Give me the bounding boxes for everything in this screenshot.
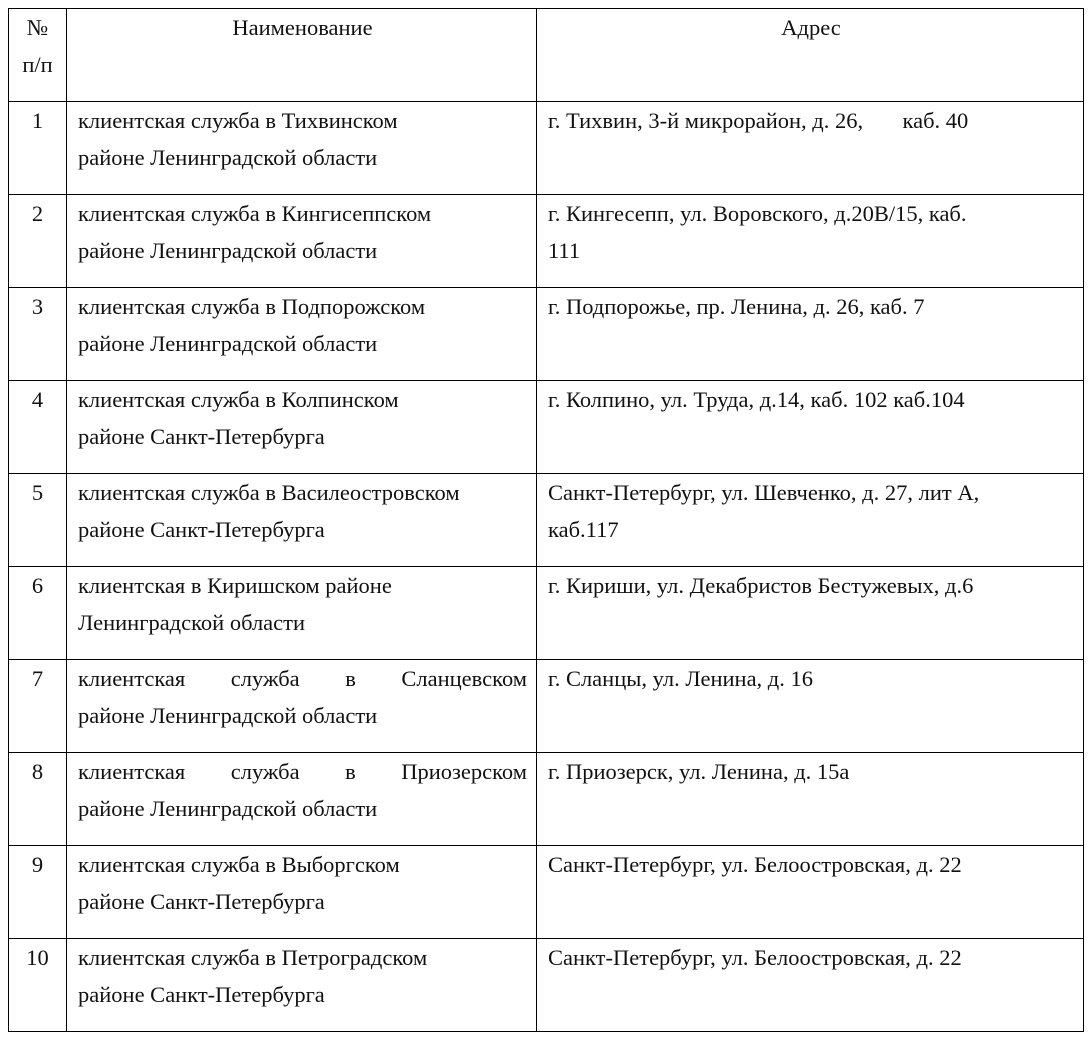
table-row bbox=[9, 846, 1084, 939]
row-num-cell bbox=[9, 195, 67, 288]
row-number: 2 bbox=[31, 201, 44, 226]
row-address-line: Санкт-Петербург, ул. Белоостровская, д. 22 bbox=[548, 852, 962, 877]
header-name-label: Наименование bbox=[232, 15, 373, 40]
row-name-line: клиентская служба в Сланцевском bbox=[78, 666, 527, 691]
row-address-line: г. Приозерск, ул. Ленина, д. 15а bbox=[548, 759, 850, 784]
row-address-line: 111 bbox=[548, 238, 581, 263]
row-name-cell bbox=[67, 474, 537, 567]
row-address-cell bbox=[537, 939, 1084, 1032]
client-services-table bbox=[8, 8, 1084, 1032]
table-row bbox=[9, 753, 1084, 846]
row-address-line: г. Тихвин, 3-й микрорайон, д. 26, каб. 40 bbox=[548, 108, 969, 133]
row-name-cell bbox=[67, 381, 537, 474]
row-num-cell bbox=[9, 474, 67, 567]
table-row bbox=[9, 195, 1084, 288]
row-num-cell bbox=[9, 288, 67, 381]
row-number: 3 bbox=[31, 294, 44, 319]
row-num-cell bbox=[9, 939, 67, 1032]
row-name-cell bbox=[67, 195, 537, 288]
row-name-line: Ленинградской области bbox=[78, 610, 306, 635]
row-address-line: г. Кингесепп, ул. Воровского, д.20В/15, каб. bbox=[548, 201, 967, 226]
table-row bbox=[9, 288, 1084, 381]
row-name-cell bbox=[67, 102, 537, 195]
row-name-cell bbox=[67, 567, 537, 660]
table-header-row bbox=[9, 9, 1084, 102]
row-name-cell bbox=[67, 939, 537, 1032]
row-address-line bbox=[548, 790, 1075, 827]
row-address-cell bbox=[537, 474, 1084, 567]
row-number: 4 bbox=[31, 387, 44, 412]
row-name-line: клиентская служба в Выборгском bbox=[78, 852, 400, 877]
row-address-cell bbox=[537, 381, 1084, 474]
row-address-line bbox=[548, 139, 1075, 176]
row-address-line bbox=[548, 604, 1075, 641]
header-num-label: п/п bbox=[22, 52, 53, 77]
row-name-cell bbox=[67, 846, 537, 939]
row-number: 8 bbox=[31, 759, 44, 784]
row-number: 9 bbox=[31, 852, 44, 877]
row-address-cell bbox=[537, 102, 1084, 195]
row-address-line: г. Колпино, ул. Труда, д.14, каб. 102 каб.104 bbox=[548, 387, 965, 412]
row-name-line: районе Ленинградской области bbox=[78, 331, 378, 356]
row-address-line: каб.117 bbox=[548, 517, 619, 542]
row-address-line: г. Кириши, ул. Декабристов Бестужевых, д.6 bbox=[548, 573, 974, 598]
row-name-line: районе Ленинградской области bbox=[78, 703, 378, 728]
table-row bbox=[9, 102, 1084, 195]
table-row bbox=[9, 381, 1084, 474]
table-row bbox=[9, 660, 1084, 753]
table-row bbox=[9, 939, 1084, 1032]
table-body bbox=[9, 9, 1084, 1032]
header-num-cell bbox=[9, 9, 67, 102]
row-address-cell bbox=[537, 288, 1084, 381]
row-number: 7 bbox=[31, 666, 44, 691]
row-num-cell bbox=[9, 753, 67, 846]
row-name-line: клиентская в Киришском районе bbox=[78, 573, 392, 598]
row-name-line: клиентская служба в Тихвинском bbox=[78, 108, 398, 133]
row-address-cell bbox=[537, 753, 1084, 846]
row-number: 6 bbox=[31, 573, 44, 598]
row-address-line: Санкт-Петербург, ул. Шевченко, д. 27, лит А, bbox=[548, 480, 980, 505]
header-address-cell bbox=[537, 9, 1084, 102]
row-address-line bbox=[548, 697, 1075, 734]
row-address-cell bbox=[537, 567, 1084, 660]
row-number: 1 bbox=[31, 108, 44, 133]
row-name-line: районе Ленинградской области bbox=[78, 796, 378, 821]
header-num-symbol: № bbox=[26, 15, 49, 40]
row-address-line bbox=[548, 325, 1075, 362]
table-row bbox=[9, 567, 1084, 660]
row-address-line bbox=[548, 883, 1075, 920]
row-address-line bbox=[548, 976, 1075, 1013]
row-name-cell bbox=[67, 753, 537, 846]
row-name-line: клиентская служба в Колпинском bbox=[78, 387, 399, 412]
row-name-cell bbox=[67, 660, 537, 753]
row-address-line: Санкт-Петербург, ул. Белоостровская, д. 22 bbox=[548, 945, 962, 970]
row-address-line bbox=[548, 418, 1075, 455]
row-name-line: районе Санкт-Петербурга bbox=[78, 517, 325, 542]
row-name-line: клиентская служба в Петроградском bbox=[78, 945, 428, 970]
row-address-cell bbox=[537, 846, 1084, 939]
row-name-line: клиентская служба в Подпорожском bbox=[78, 294, 426, 319]
row-name-line: клиентская служба в Василеостровском bbox=[78, 480, 460, 505]
row-number: 10 bbox=[26, 945, 49, 970]
header-address-label: Адрес bbox=[781, 15, 841, 40]
row-name-line: клиентская служба в Приозерском bbox=[78, 759, 527, 784]
row-name-line: районе Ленинградской области bbox=[78, 238, 378, 263]
row-number: 5 bbox=[31, 480, 44, 505]
row-name-line: клиентская служба в Кингисеппском bbox=[78, 201, 432, 226]
row-num-cell bbox=[9, 102, 67, 195]
table-row bbox=[9, 474, 1084, 567]
row-name-line: районе Санкт-Петербурга bbox=[78, 889, 325, 914]
row-address-cell bbox=[537, 660, 1084, 753]
row-num-cell bbox=[9, 846, 67, 939]
row-num-cell bbox=[9, 381, 67, 474]
row-name-line: районе Санкт-Петербурга bbox=[78, 424, 325, 449]
row-name-line: районе Ленинградской области bbox=[78, 145, 378, 170]
row-address-line: г. Сланцы, ул. Ленина, д. 16 bbox=[548, 666, 814, 691]
row-address-line: г. Подпорожье, пр. Ленина, д. 26, каб. 7 bbox=[548, 294, 925, 319]
header-name-cell bbox=[67, 9, 537, 102]
row-num-cell bbox=[9, 660, 67, 753]
row-address-cell bbox=[537, 195, 1084, 288]
row-name-cell bbox=[67, 288, 537, 381]
row-name-line: районе Санкт-Петербурга bbox=[78, 982, 325, 1007]
row-num-cell bbox=[9, 567, 67, 660]
